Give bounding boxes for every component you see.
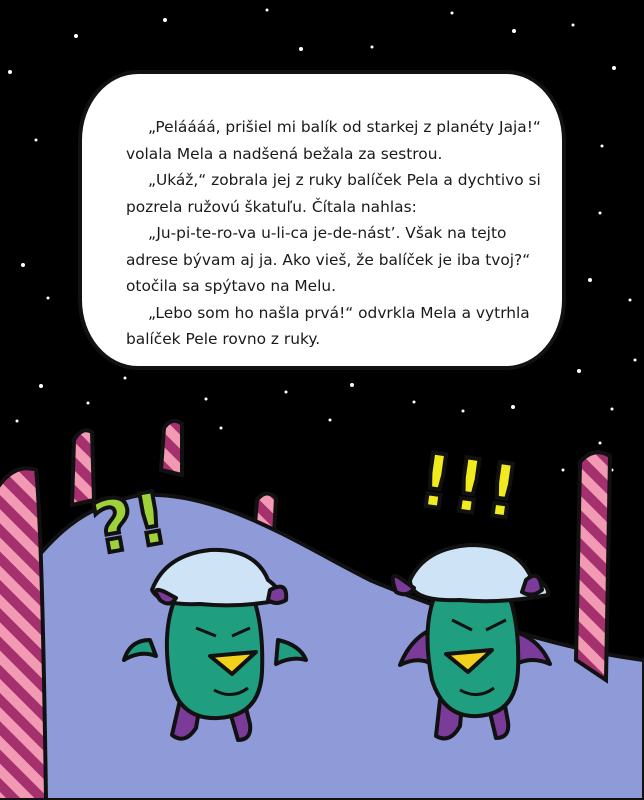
- triple-exclamation-symbol: !!!: [412, 437, 526, 537]
- story-text: [126, 114, 546, 353]
- story-paragraph: „Ju-pi-te-ro-va u-li-ca je-de-nást’. Však na tejto adrese bývam aj ja. Ako vieš, že balíček je iba tvoj?“ otočila sa spýtavo na Melu.: [126, 224, 531, 295]
- story-paragraph: „Ukáž,“ zobrala jej z ruky balíček Pela a dychtivo si pozrela ružovú škatuľu. Čítala nahlas:: [126, 171, 541, 216]
- speech-bubble: [78, 70, 566, 370]
- story-paragraph: „Lebo som ho našla prvá!“ odvrkla Mela a vytrhla balíček Pele rovno z ruky.: [126, 303, 530, 348]
- question-exclamation-symbol: ?!: [85, 475, 174, 571]
- story-paragraph: „Peláááá, prišiel mi balík od starkej z planéty Jaja!“ volala Mela a nadšená bežala za sestrou.: [126, 118, 541, 163]
